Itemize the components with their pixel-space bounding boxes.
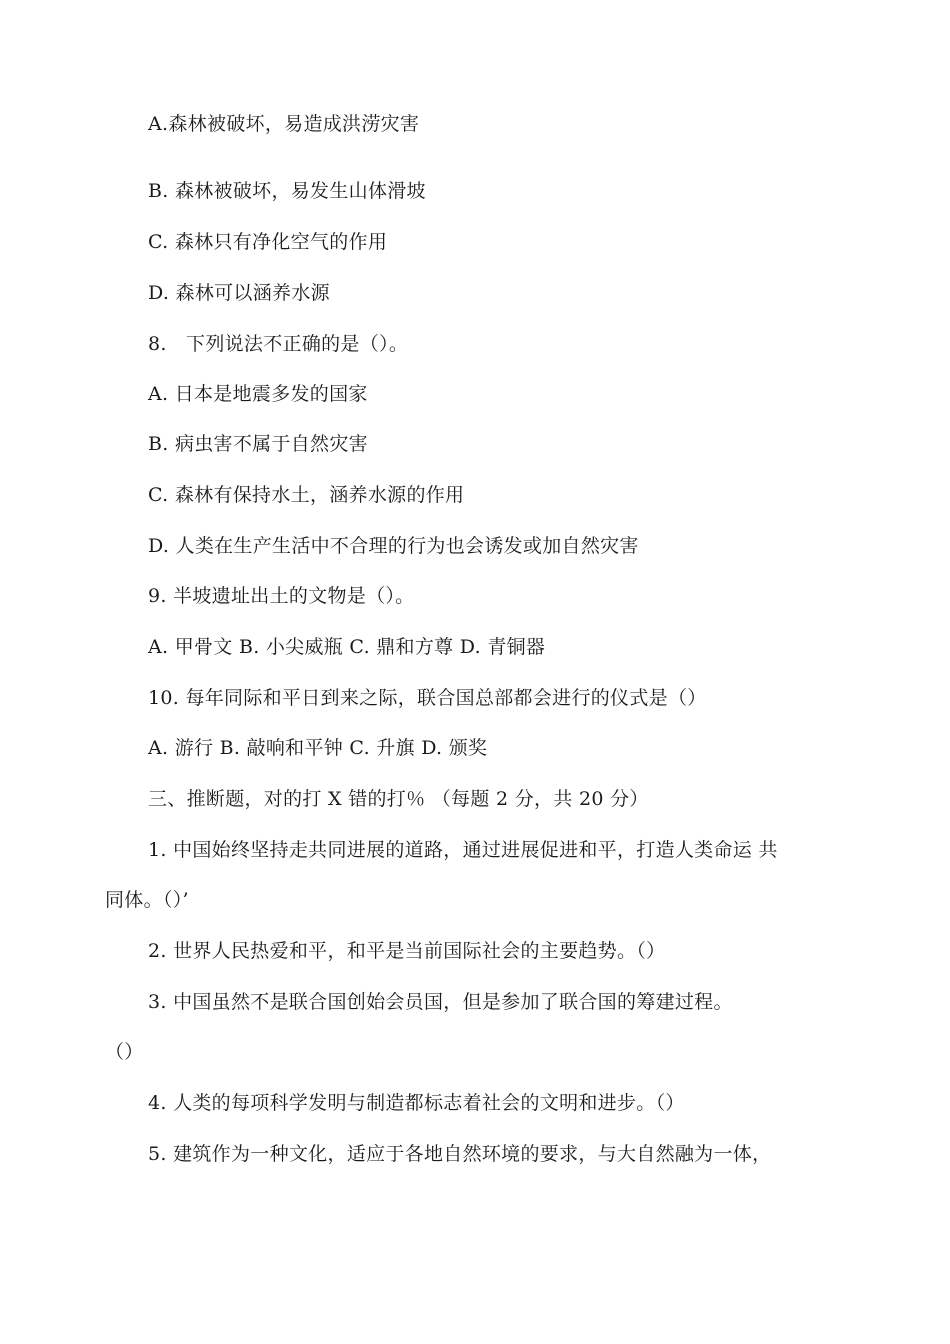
answer-options-row: A. 甲骨文 B. 小尖威瓶 C. 鼎和方尊 D. 青铜器 xyxy=(148,636,546,658)
answer-options-row: A. 游行 B. 敲响和平钟 C. 升旗 D. 颁奖 xyxy=(148,737,488,759)
answer-option-a: A. 日本是地震多发的国家 xyxy=(148,383,368,405)
true-false-item-2: 2. 世界人民热爱和平，和平是当前国际社会的主要趋势。（） xyxy=(148,940,666,962)
section-heading: 三、推断题，对的打 X 错的打％ （每题 2 分，共 20 分） xyxy=(148,788,649,810)
true-false-item-1: 1. 中国始终坚持走共同进展的道路，通过进展促进和平，打造人类命运 共 xyxy=(148,839,778,861)
question-8: 8. 下列说法不正确的是（）。 xyxy=(148,333,409,355)
answer-option-a: A.森林被破坏，易造成洪涝灾害 xyxy=(148,113,420,135)
answer-option-c: C. 森林有保持水土，涵养水源的作用 xyxy=(148,484,465,506)
true-false-item-5: 5. 建筑作为一种文化，适应于各地自然环境的要求，与大自然融为一体， xyxy=(148,1143,772,1165)
question-9: 9. 半坡遗址出土的文物是（）。 xyxy=(148,585,415,607)
true-false-item-1-continued: 同体。（）’ xyxy=(105,889,189,911)
answer-option-c: C. 森林只有净化空气的作用 xyxy=(148,231,388,253)
true-false-item-3: 3. 中国虽然不是联合国创始会员国，但是参加了联合国的筹建过程。 xyxy=(148,991,733,1013)
question-10: 10. 每年同际和平日到来之际，联合国总部都会进行的仪式是（） xyxy=(148,687,707,709)
answer-option-d: D. 人类在生产生活中不合理的行为也会诱发或加自然灾害 xyxy=(148,535,639,557)
true-false-item-3-continued: （） xyxy=(105,1041,144,1063)
answer-option-d: D. 森林可以涵养水源 xyxy=(148,282,330,304)
answer-option-b: B. 病虫害不属于自然灾害 xyxy=(148,433,368,455)
answer-option-b: B. 森林被破坏，易发生山体滑坡 xyxy=(148,180,426,202)
true-false-item-4: 4. 人类的每项科学发明与制造都标志着社会的文明和进步。（） xyxy=(148,1092,685,1114)
